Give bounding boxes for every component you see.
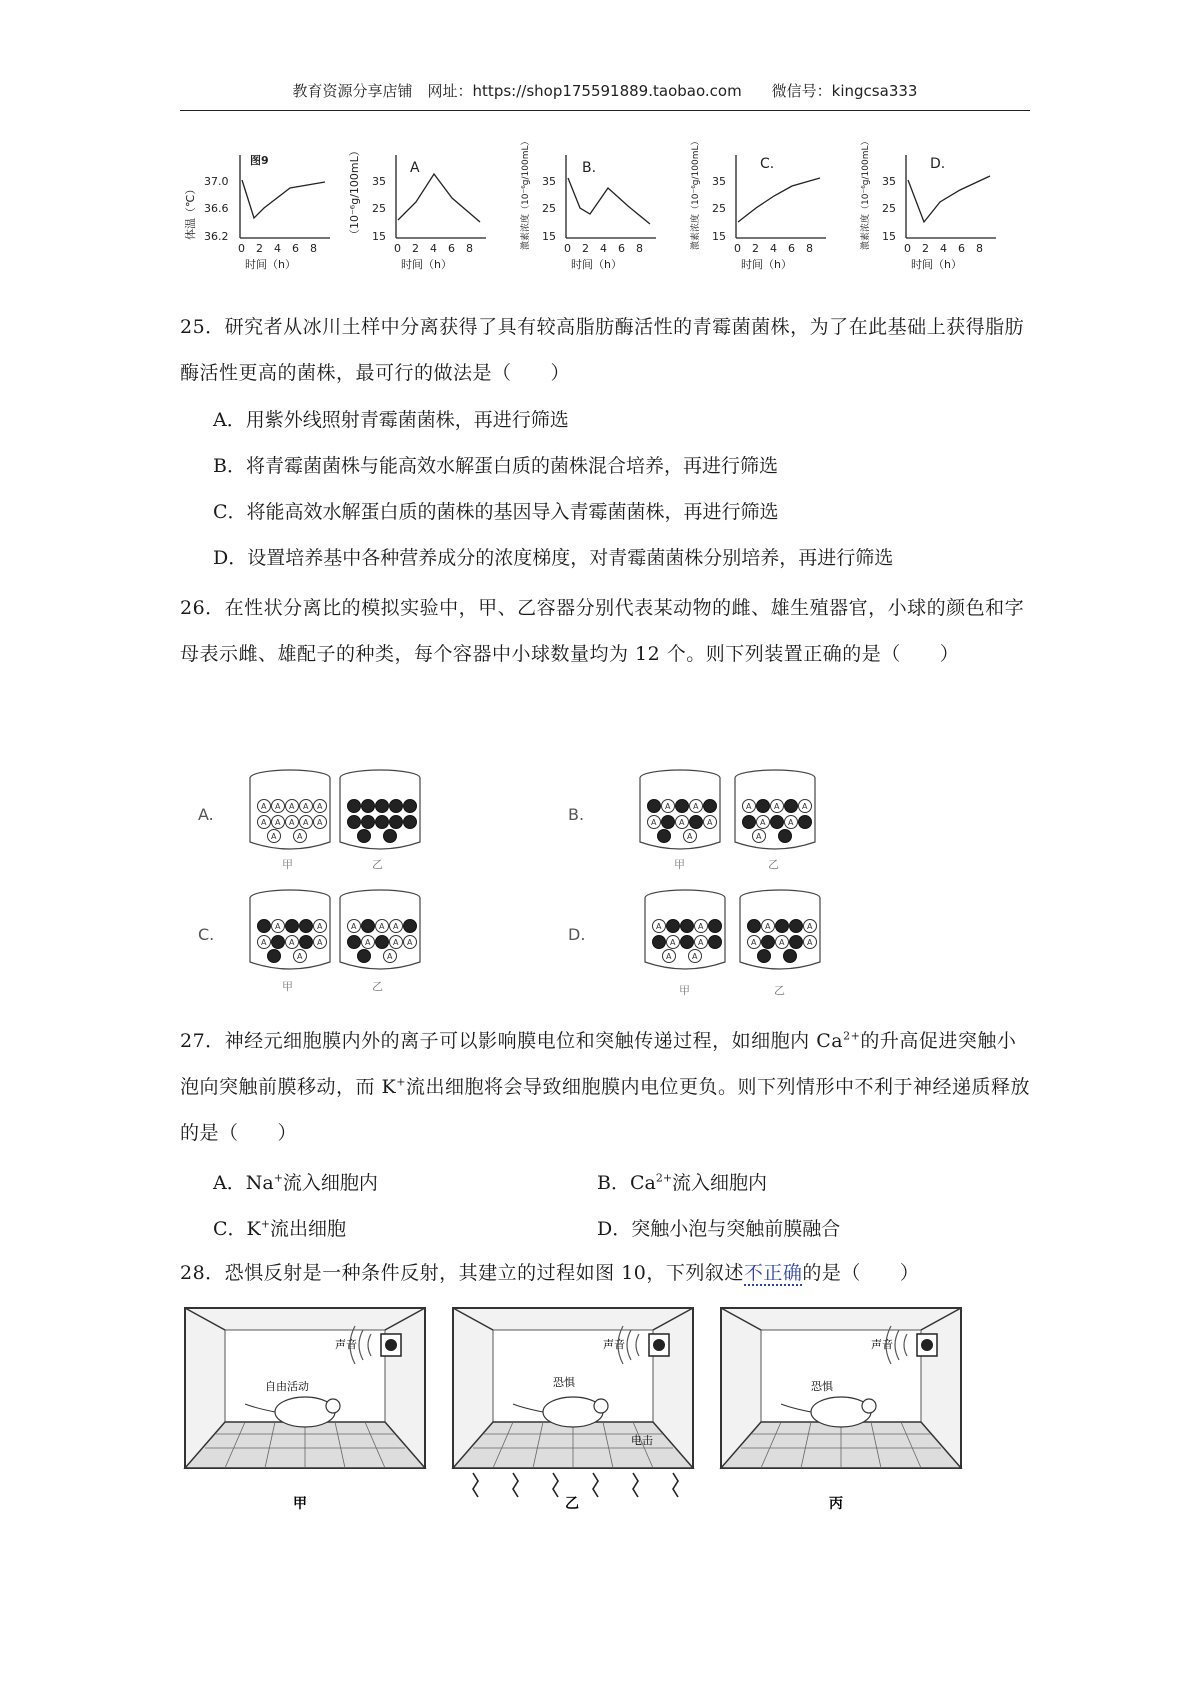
svg-text:4: 4 — [940, 242, 947, 255]
svg-text:时间（h）: 时间（h） — [911, 258, 962, 271]
svg-text:0: 0 — [904, 242, 911, 255]
svg-text:激素浓度（10⁻⁶g/100mL）: 激素浓度（10⁻⁶g/100mL） — [691, 136, 701, 250]
svg-text:4: 4 — [600, 242, 607, 255]
question-26-stem: 26．在性状分离比的模拟实验中，甲、乙容器分别代表某动物的雌、雄生殖器官，小球的颜色和字母表示雌、雄配子的种类，每个容器中小球数量均为 12 个。则下列装置正确的是（ ） — [180, 597, 1025, 665]
svg-text:15: 15 — [372, 230, 386, 243]
svg-text:8: 8 — [806, 242, 813, 255]
panel-bing-fear — [721, 1308, 961, 1512]
question-28-stem: 28．恐惧反射是一种条件反射，其建立的过程如图 10，下列叙述不正确的是（ ） — [180, 1262, 920, 1284]
svg-text:激素浓度（10⁻⁶g/100mL）: 激素浓度（10⁻⁶g/100mL） — [521, 136, 531, 250]
svg-text:0: 0 — [734, 242, 741, 255]
jar-b-jia — [640, 770, 720, 849]
graph-ytick: 36.6 — [204, 202, 229, 215]
svg-text:丙: 丙 — [829, 1496, 843, 1512]
question-25-option-a: A．用紫外线照射青霉菌菌株，再进行筛选 — [213, 409, 569, 431]
figure-9-svg — [184, 136, 1020, 290]
svg-text:声音: 声音 — [603, 1338, 625, 1351]
option-a-label: A. — [198, 805, 214, 824]
question-25-stem: 25．研究者从冰川土样中分离获得了具有较高脂肪酶活性的青霉菌菌株，为了在此基础上获得脂肪酶活性更高的菌株，最可行的做法是（ ） — [180, 316, 1025, 384]
svg-text:乙: 乙 — [768, 858, 779, 871]
graph-title: 图9 — [250, 154, 269, 167]
panel-jia-free-activity — [185, 1308, 425, 1512]
svg-text:2: 2 — [582, 242, 589, 255]
svg-text:甲: 甲 — [282, 858, 293, 871]
graph-panel-d — [859, 136, 996, 271]
question-27-stem: 27．神经元细胞膜内外的离子可以影响膜电位和突触传递过程，如细胞内 $Ca^{2+}$的升高促进突触小泡向突触前膜移动，而 K+流出细胞将会导致细胞膜内电位更负。则下列情形中不利于神经递质释放的是（ ） — [180, 1029, 1030, 1144]
svg-text:8: 8 — [310, 242, 317, 255]
svg-text:恐惧: 恐惧 — [811, 1380, 833, 1393]
panel-caption: 甲 — [293, 1496, 307, 1512]
figure-10-svg — [185, 1308, 985, 1518]
graph-panel-b — [519, 136, 656, 271]
svg-text:甲: 甲 — [674, 858, 685, 871]
svg-text:4: 4 — [274, 242, 281, 255]
option-c-label: C. — [198, 925, 215, 944]
svg-text:15: 15 — [542, 230, 556, 243]
svg-text:8: 8 — [466, 242, 473, 255]
question-27-option-c: C．K+流出细胞 — [213, 1217, 346, 1240]
svg-text:C.: C. — [760, 156, 775, 172]
svg-text:（10⁻⁶g/100mL）: （10⁻⁶g/100mL） — [348, 145, 361, 240]
svg-text:乙: 乙 — [372, 980, 383, 993]
question-25-option-c: C．将能高效水解蛋白质的菌株的基因导入青霉菌菌株，再进行筛选 — [213, 501, 779, 523]
svg-text:25: 25 — [372, 202, 386, 215]
panel-yi-shock — [453, 1308, 693, 1512]
svg-text:8: 8 — [976, 242, 983, 255]
svg-text:激素浓度（10⁻⁶g/100mL）: 激素浓度（10⁻⁶g/100mL） — [861, 136, 871, 250]
svg-text:声音: 声音 — [871, 1338, 893, 1351]
svg-text:2: 2 — [922, 242, 929, 255]
svg-text:6: 6 — [958, 242, 965, 255]
svg-text:声音: 声音 — [335, 1338, 357, 1351]
svg-text:恐惧: 恐惧 — [553, 1376, 575, 1389]
graph-xlabel: 时间（h） — [245, 258, 296, 271]
svg-text:15: 15 — [712, 230, 726, 243]
svg-text:25: 25 — [712, 202, 726, 215]
svg-text:6: 6 — [788, 242, 795, 255]
svg-text:15: 15 — [882, 230, 896, 243]
svg-text:4: 4 — [770, 242, 777, 255]
svg-text:0: 0 — [394, 242, 401, 255]
graph-panel-a — [348, 145, 486, 271]
question-26-figure — [187, 746, 950, 1014]
svg-text:B.: B. — [582, 160, 597, 176]
svg-text:时间（h）: 时间（h） — [571, 258, 622, 271]
svg-text:25: 25 — [542, 202, 556, 215]
emphasis-not-correct: 不正确 — [743, 1262, 803, 1284]
svg-text:35: 35 — [712, 175, 726, 188]
svg-text:6: 6 — [618, 242, 625, 255]
option-d-label: D. — [568, 925, 586, 944]
svg-text:电击: 电击 — [631, 1434, 653, 1447]
svg-text:自由活动: 自由活动 — [265, 1380, 309, 1393]
svg-text:甲: 甲 — [679, 984, 690, 997]
graph-ylabel: 体温（℃） — [184, 183, 197, 240]
svg-text:35: 35 — [372, 175, 386, 188]
question-25-option-b: B．将青霉菌菌株与能高效水解蛋白质的菌株混合培养，再进行筛选 — [213, 455, 778, 477]
svg-text:2: 2 — [256, 242, 263, 255]
graph-panel-c — [689, 136, 826, 271]
graph-label: A — [410, 160, 420, 176]
svg-text:6: 6 — [448, 242, 455, 255]
figure-9-graphs — [184, 136, 1020, 290]
svg-text:2: 2 — [412, 242, 419, 255]
svg-text:25: 25 — [882, 202, 896, 215]
svg-text:甲: 甲 — [282, 980, 293, 993]
graph-panel-body-temp — [183, 153, 330, 271]
svg-text:6: 6 — [292, 242, 299, 255]
question-27-option-a: A．Na+流入细胞内 — [213, 1171, 378, 1194]
question-25-option-d: D．设置培养基中各种营养成分的浓度梯度，对青霉菌菌株分别培养，再进行筛选 — [213, 547, 894, 569]
svg-text:乙: 乙 — [774, 984, 785, 997]
jar-c-yi — [340, 890, 420, 969]
jar-d-yi — [740, 890, 820, 969]
question-27-option-b: B．$Ca^{2+}$流入细胞内 — [597, 1171, 768, 1194]
jar-b-yi — [735, 770, 815, 849]
svg-text:乙: 乙 — [372, 858, 383, 871]
svg-text:乙: 乙 — [565, 1496, 579, 1512]
jar-a-yi — [340, 770, 420, 849]
svg-text:8: 8 — [636, 242, 643, 255]
svg-text:0: 0 — [238, 242, 245, 255]
svg-text:2: 2 — [752, 242, 759, 255]
svg-text:D.: D. — [930, 156, 946, 172]
question-27-option-d: D．突触小泡与突触前膜融合 — [597, 1218, 841, 1240]
jar-figure-svg: A A. 甲 乙 B. 甲 乙 C. 甲 乙 D. 甲 乙 — [190, 750, 950, 1010]
jar-a-jia — [250, 770, 330, 849]
svg-text:时间（h）: 时间（h） — [741, 258, 792, 271]
svg-text:时间（h）: 时间（h） — [401, 258, 452, 271]
header-divider — [180, 110, 1030, 111]
graph-ytick: 37.0 — [204, 175, 229, 188]
jar-d-jia — [645, 890, 725, 969]
figure-10 — [185, 1308, 985, 1522]
svg-text:0: 0 — [564, 242, 571, 255]
graph-ytick: 36.2 — [204, 230, 229, 243]
svg-text:35: 35 — [542, 175, 556, 188]
option-b-label: B. — [568, 805, 585, 824]
svg-text:35: 35 — [882, 175, 896, 188]
page-header: 教育资源分享店铺 网址：https://shop175591889.taobao.com 微信号：kingcsa333 — [292, 82, 918, 100]
jar-c-jia — [250, 890, 330, 969]
svg-text:4: 4 — [430, 242, 437, 255]
